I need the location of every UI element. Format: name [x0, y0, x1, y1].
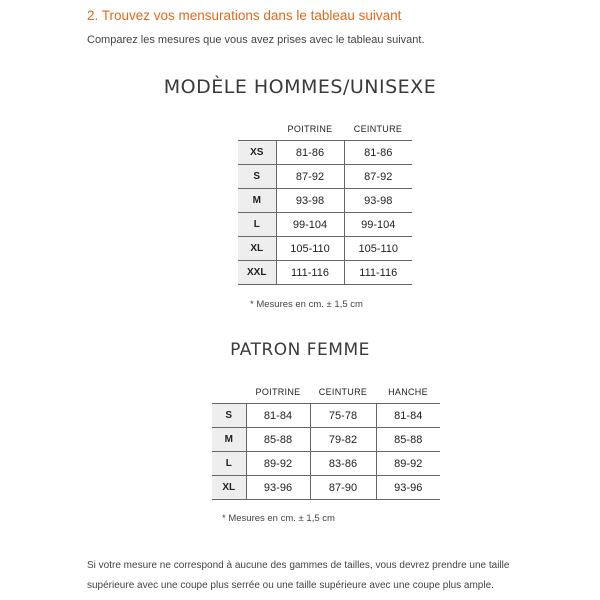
ceinture-value: 83-86 [310, 452, 376, 476]
table-row [212, 476, 440, 500]
poitrine-value: 93-98 [295, 194, 325, 207]
ceinture-value: 81-86 [344, 141, 412, 165]
sizing-advice-text: Si votre mesure ne correspond à aucune des gammes de tailles, vous devrez prendre une taille supérieure avec une coupe plus serrée ou une taille supérieure avec une coupe plus ample. [87, 560, 510, 591]
ceinture-value: 87-90 [310, 476, 376, 500]
poitrine-value: 99-104 [292, 218, 328, 231]
hanche-value: 93-96 [376, 476, 440, 500]
ceinture-value: 87-92 [344, 165, 412, 189]
poitrine-value: 87-92 [295, 170, 325, 183]
hanche-value: 89-92 [376, 452, 440, 476]
ceinture-value: 79-82 [310, 428, 376, 452]
poitrine-value: 111-116 [291, 266, 329, 279]
poitrine-value: 105-110 [290, 242, 330, 255]
women-header-row [212, 381, 440, 404]
poitrine-value: 81-84 [263, 409, 293, 422]
ceinture-value: 93-98 [344, 189, 412, 213]
poitrine-value: 81-86 [295, 146, 325, 159]
table-row [238, 165, 412, 189]
size-label: M [238, 189, 276, 213]
women-header-hanche: HANCHE [388, 387, 428, 397]
table-row [212, 404, 440, 428]
table-row [212, 452, 440, 476]
poitrine-value: 89-92 [263, 457, 293, 470]
men-measure-note: * Mesures en cm. ± 1,5 cm [250, 299, 363, 310]
hanche-value: 81-84 [376, 404, 440, 428]
size-label: XL [238, 237, 276, 261]
size-label: M [212, 428, 246, 452]
table-row [238, 213, 412, 237]
size-label: L [238, 213, 276, 237]
table-row [238, 261, 412, 285]
step-heading: 2. Trouvez vos mensurations dans le tableau suivant [87, 8, 402, 23]
men-header-ceinture: CEINTURE [353, 124, 403, 134]
size-label: S [212, 404, 246, 428]
hanche-value: 85-88 [376, 428, 440, 452]
size-label: S [238, 165, 276, 189]
women-measure-note: * Mesures en cm. ± 1,5 cm [222, 513, 335, 524]
ceinture-value: 99-104 [344, 213, 412, 237]
size-label: XS [238, 141, 276, 165]
ceinture-value: 105-110 [344, 237, 412, 261]
table-row [238, 189, 412, 213]
men-header-row [238, 118, 412, 141]
table-row [238, 141, 412, 165]
women-size-table [212, 381, 440, 500]
poitrine-value: 85-88 [263, 433, 293, 446]
women-header-poitrine: POITRINE [255, 387, 301, 397]
table-row [212, 428, 440, 452]
ceinture-value: 111-116 [344, 261, 412, 285]
size-label: XL [212, 476, 246, 500]
poitrine-value: 93-96 [263, 481, 293, 494]
size-label: XXL [238, 261, 276, 285]
table-row [238, 237, 412, 261]
size-label: L [212, 452, 246, 476]
ceinture-value: 75-78 [310, 404, 376, 428]
men-header-size-blank [238, 118, 276, 141]
women-table-title: PATRON FEMME [230, 340, 370, 360]
men-table-title: MODÈLE HOMMES/UNISEXE [163, 76, 437, 98]
men-size-table [238, 118, 412, 285]
women-header-ceinture: CEINTURE [318, 387, 368, 397]
men-header-poitrine: POITRINE [287, 124, 333, 134]
women-header-size-blank [212, 381, 246, 404]
intro-text: Comparez les mesures que vous avez prises avec le tableau suivant. [87, 34, 425, 46]
